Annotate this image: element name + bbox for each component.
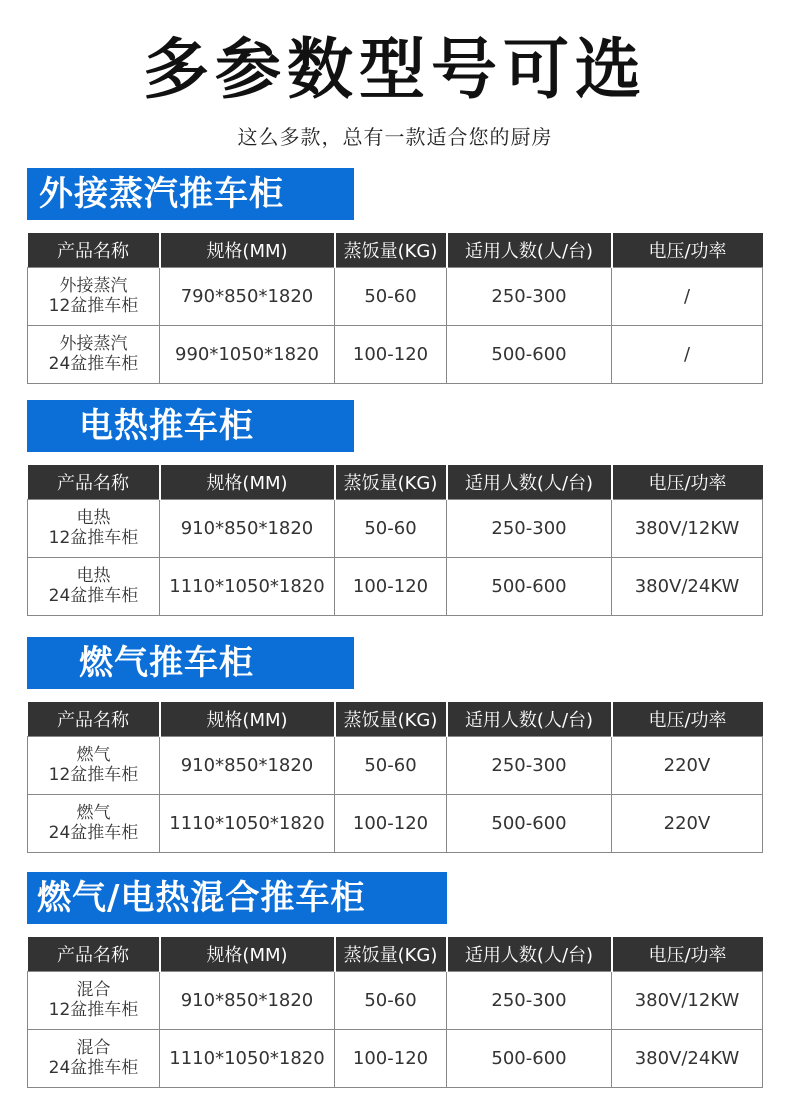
product-name-cell — [28, 736, 160, 794]
column-header-name: 产品名称 — [28, 233, 160, 267]
capacity-cell: 50-60 — [335, 971, 447, 1029]
power-cell: 380V/24KW — [612, 1029, 763, 1087]
people-cell: 500-600 — [447, 557, 612, 615]
column-header-power: 电压/功率 — [612, 465, 763, 499]
people-cell: 500-600 — [447, 1029, 612, 1087]
product-name-cell — [28, 971, 160, 1029]
product-name-line2: 12盆推车柜 — [48, 1000, 139, 1020]
table-row — [28, 794, 763, 852]
spec-table — [27, 937, 763, 1088]
column-header-power: 电压/功率 — [612, 233, 763, 267]
table-row — [28, 325, 763, 383]
product-name-line2: 12盆推车柜 — [48, 296, 139, 316]
product-name-cell — [28, 1029, 160, 1087]
capacity-cell: 100-120 — [335, 325, 447, 383]
table-header-row — [28, 465, 763, 499]
power-cell: / — [612, 325, 763, 383]
product-name-line1: 电热 — [76, 566, 111, 586]
capacity-cell: 100-120 — [335, 794, 447, 852]
column-header-people: 适用人数(人/台) — [447, 702, 612, 736]
page-title: 多参数型号可选 — [143, 31, 647, 108]
product-name-line1: 外接蒸汽 — [59, 334, 128, 354]
capacity-cell: 50-60 — [335, 736, 447, 794]
people-cell: 250-300 — [447, 736, 612, 794]
product-name-cell — [28, 557, 160, 615]
column-header-name: 产品名称 — [28, 937, 160, 971]
product-name-line2: 24盆推车柜 — [48, 1058, 139, 1078]
product-name-cell — [28, 794, 160, 852]
table-row — [28, 499, 763, 557]
power-cell: 220V — [612, 794, 763, 852]
size-cell: 990*1050*1820 — [160, 325, 335, 383]
table-row — [28, 971, 763, 1029]
section-hybrid — [27, 872, 762, 1088]
table-header-row — [28, 702, 763, 736]
column-header-capacity: 蒸饭量(KG) — [335, 465, 447, 499]
column-header-people: 适用人数(人/台) — [447, 233, 612, 267]
column-header-size: 规格(MM) — [160, 465, 335, 499]
table-header-row — [28, 233, 763, 267]
column-header-capacity: 蒸饭量(KG) — [335, 702, 447, 736]
product-name-line2: 24盆推车柜 — [48, 823, 139, 843]
product-name-line1: 电热 — [76, 508, 111, 528]
product-name-line1: 燃气 — [76, 745, 111, 765]
table-row — [28, 1029, 763, 1087]
product-name-cell — [28, 267, 160, 325]
column-header-capacity: 蒸饭量(KG) — [335, 937, 447, 971]
people-cell: 500-600 — [447, 325, 612, 383]
column-header-name: 产品名称 — [28, 465, 160, 499]
product-name-cell — [28, 499, 160, 557]
product-name-line2: 24盆推车柜 — [48, 586, 139, 606]
column-header-power: 电压/功率 — [612, 937, 763, 971]
power-cell: 380V/12KW — [612, 971, 763, 1029]
capacity-cell: 50-60 — [335, 499, 447, 557]
spec-table — [27, 465, 763, 616]
table-row — [28, 736, 763, 794]
table-row — [28, 557, 763, 615]
capacity-cell: 50-60 — [335, 267, 447, 325]
spec-table — [27, 233, 763, 384]
product-name-line2: 12盆推车柜 — [48, 765, 139, 785]
size-cell: 910*850*1820 — [160, 499, 335, 557]
section-external-steam — [27, 168, 762, 384]
product-name-line2: 12盆推车柜 — [48, 528, 139, 548]
power-cell: / — [612, 267, 763, 325]
section-banner: 燃气/电热混合推车柜 — [27, 872, 447, 924]
capacity-cell: 100-120 — [335, 557, 447, 615]
column-header-size: 规格(MM) — [160, 702, 335, 736]
people-cell: 500-600 — [447, 794, 612, 852]
product-name-line1: 混合 — [76, 980, 111, 1000]
column-header-people: 适用人数(人/台) — [447, 937, 612, 971]
product-name-line1: 混合 — [76, 1038, 111, 1058]
people-cell: 250-300 — [447, 499, 612, 557]
product-name-line1: 燃气 — [76, 803, 111, 823]
size-cell: 910*850*1820 — [160, 736, 335, 794]
spec-table — [27, 702, 763, 853]
size-cell: 1110*1050*1820 — [160, 1029, 335, 1087]
section-banner: 外接蒸汽推车柜 — [27, 168, 354, 220]
column-header-power: 电压/功率 — [612, 702, 763, 736]
people-cell: 250-300 — [447, 971, 612, 1029]
page-subtitle: 这么多款，总有一款适合您的厨房 — [237, 125, 553, 149]
section-banner: 电热推车柜 — [27, 400, 354, 452]
capacity-cell: 100-120 — [335, 1029, 447, 1087]
product-name-line2: 24盆推车柜 — [48, 354, 139, 374]
product-name-line1: 外接蒸汽 — [59, 276, 128, 296]
column-header-people: 适用人数(人/台) — [447, 465, 612, 499]
power-cell: 220V — [612, 736, 763, 794]
size-cell: 1110*1050*1820 — [160, 794, 335, 852]
column-header-size: 规格(MM) — [160, 233, 335, 267]
table-row — [28, 267, 763, 325]
section-electric — [27, 400, 762, 616]
size-cell: 1110*1050*1820 — [160, 557, 335, 615]
power-cell: 380V/12KW — [612, 499, 763, 557]
table-header-row — [28, 937, 763, 971]
section-banner: 燃气推车柜 — [27, 637, 354, 689]
column-header-size: 规格(MM) — [160, 937, 335, 971]
section-gas — [27, 637, 762, 853]
product-name-cell — [28, 325, 160, 383]
size-cell: 790*850*1820 — [160, 267, 335, 325]
column-header-name: 产品名称 — [28, 702, 160, 736]
people-cell: 250-300 — [447, 267, 612, 325]
power-cell: 380V/24KW — [612, 557, 763, 615]
column-header-capacity: 蒸饭量(KG) — [335, 233, 447, 267]
size-cell: 910*850*1820 — [160, 971, 335, 1029]
